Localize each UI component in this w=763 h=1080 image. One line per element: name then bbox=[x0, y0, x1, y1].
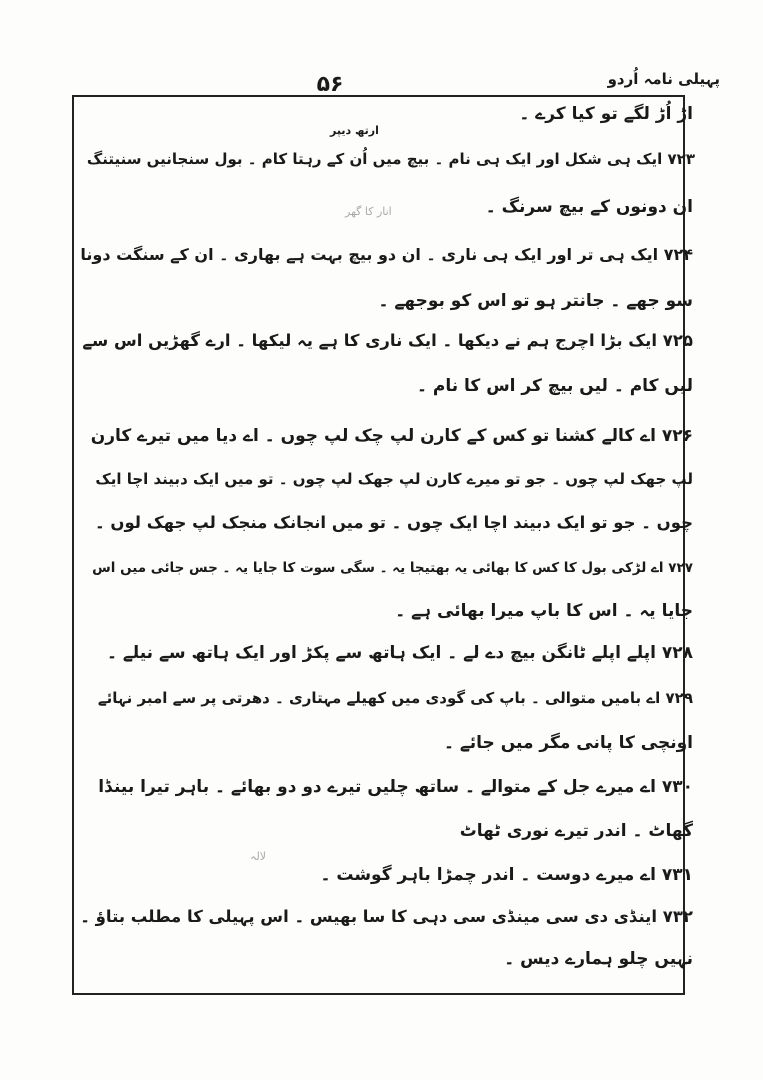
text-line-20: نہیں چلو ہمارے دیس ۔ bbox=[504, 949, 693, 969]
text-line-6: ۷۲۵ ایک بڑا اچرج ہم نے دیکھا ۔ ایک ناری کا ہے یہ لیکھا ۔ ارے گھڑیں اس سے bbox=[82, 331, 693, 350]
text-line-9: لپ جھک لپ چوں ۔ جو تو میرے کارن لپ جھک لپ چوں ۔ تو میں ایک دبیند اچا ایک bbox=[95, 470, 693, 488]
text-line-17: گھاٹ ۔ اندر تیرے نوری ٹھاٹ bbox=[459, 821, 693, 841]
text-line-10: چوں ۔ جو تو ایک دبیند اچا ایک چوں ۔ تو میں انجانک منجک لپ جھک لوں ۔ bbox=[94, 513, 693, 532]
text-line-14: ۷۲۹ اے بامیں متوالی ۔ باپ کی گودی میں کھیلے مہتاری ۔ دھرتی پر سے امبر نہائے bbox=[97, 689, 693, 707]
text-line-12: جایا یہ ۔ اس کا باپ میرا بھائی ہے ۔ bbox=[395, 601, 693, 621]
text-line-13: ۷۲۸ اپلے اپلے ٹانگن بیچ دے لے ۔ ایک ہاتھ سے پکڑ اور ایک ہاتھ سے نیلے ۔ bbox=[106, 643, 693, 663]
margin-note: ارتھ دیپر bbox=[330, 124, 379, 137]
text-line-8: ۷۲۶ اے کالے کشنا تو کس کے کارن لپ چک لپ چوں ۔ اے دیا میں تیرے کارن bbox=[90, 426, 693, 446]
text-line-16: ۷۳۰ اے میرے جل کے متوالے ۔ ساتھ چلیں تیرے دو دو بھائے ۔ باہر تیرا بینڈا bbox=[98, 777, 693, 797]
text-line-5: سو جھے ۔ جانتر ہو تو اس کو بوجھے ۔ bbox=[378, 291, 693, 311]
text-line-15: اونچی کا پانی مگر میں جائے ۔ bbox=[443, 733, 693, 753]
text-line-7: لیں کام ۔ لیں بیچ کر اس کا نام ۔ bbox=[417, 376, 693, 396]
text-line-4: ۷۲۴ ایک ہی تر اور ایک ہی ناری ۔ ان دو بیچ بہت ہے بھاری ۔ ان کے سنگت دونا bbox=[80, 245, 693, 264]
text-line-1: اڑ اُڑ لگے تو کیا کرے ۔ bbox=[519, 104, 693, 124]
faint-mark-2: لالہ bbox=[250, 850, 267, 863]
page-border bbox=[72, 95, 685, 995]
page-number: ۵۶ bbox=[316, 72, 344, 97]
text-line-18: ۷۳۱ اے میرے دوست ۔ اندر چمڑا باہر گوشت ۔ bbox=[320, 865, 693, 885]
text-line-3: ان دونوں کے بیچ سرنگ ۔ bbox=[485, 197, 693, 217]
text-line-2: ۷۲۳ ایک ہی شکل اور ایک ہی نام ۔ بیچ میں اُن کے رہتا کام ۔ بول سنجانیں سنیتنگ bbox=[86, 150, 695, 168]
text-line-11: ۷۲۷ اے لڑکی بول کا کس کا بھائی یہ بھتیجا یہ ۔ سگی سوت کا جایا یہ ۔ جس جائی میں اس bbox=[92, 560, 693, 576]
text-line-19: ۷۳۲ اینڈی دی سی مینڈی سی دہی کا سا بھیس ۔ اس پہیلی کا مطلب بتاؤ ۔ bbox=[80, 907, 693, 926]
faint-mark-1: انار کا گھر bbox=[345, 205, 392, 218]
book-title: پہیلی نامہ اُردو bbox=[607, 70, 720, 88]
